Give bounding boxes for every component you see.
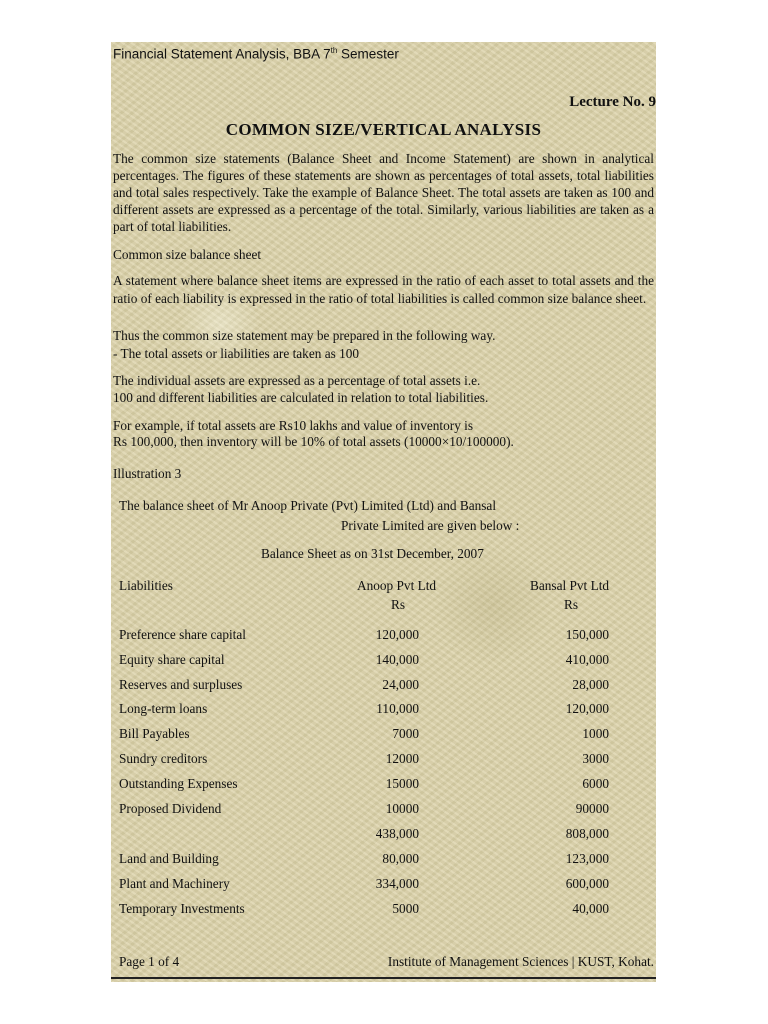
bansal-value: 40,000 [572, 900, 609, 916]
anoop-value: 24,000 [382, 676, 419, 692]
bansal-value: 90000 [575, 800, 609, 816]
table-row [119, 876, 649, 894]
col-header-anoop: Anoop Pvt Ltd [357, 578, 437, 593]
individual-line-2: 100 and different liabilities are calculated in relation to total liabilities. [113, 390, 489, 405]
footer-rule [111, 977, 656, 979]
anoop-value: 80,000 [382, 851, 419, 867]
lecture-number: Lecture No. 9 [569, 94, 656, 110]
row-label: Plant and Machinery [119, 876, 230, 891]
bansal-value: 123,000 [565, 851, 609, 867]
header-tail: Semester [337, 46, 399, 62]
row-label: Sundry creditors [119, 751, 208, 766]
unit-bansal: Rs [564, 597, 579, 612]
bansal-value: 410,000 [565, 651, 609, 667]
sheet-title: Balance Sheet as on 31st December, 2007 [261, 546, 484, 561]
bansal-value: 1000 [582, 726, 609, 742]
anoop-value: 5000 [392, 900, 419, 916]
page-title: COMMON SIZE/VERTICAL ANALYSIS [225, 120, 542, 139]
anoop-value: 438,000 [375, 826, 419, 842]
bansal-value: 28,000 [572, 676, 609, 692]
table-row [119, 751, 649, 769]
col-header-liabilities: Liabilities [119, 578, 173, 593]
table-row [119, 901, 649, 919]
header-superscript: th [330, 46, 338, 55]
row-label: Reserves and surpluses [119, 676, 243, 692]
anoop-value: 110,000 [376, 701, 419, 717]
anoop-value: 10000 [385, 800, 419, 816]
bansal-value: 150,000 [565, 627, 609, 642]
balance-intro-line-1: The balance sheet of Mr Anoop Private (Pvt) Limited (Ltd) and Bansal [119, 498, 497, 513]
table-row [119, 701, 649, 719]
row-label: Temporary Investments [119, 900, 245, 916]
row-label: Preference share capital [119, 627, 246, 642]
row-label: Proposed Dividend [119, 800, 222, 816]
bansal-value: 3000 [582, 751, 609, 766]
table-row [119, 627, 649, 645]
intro-paragraph: The common size statements (Balance Sheet and Income Statement) are shown in analytical percentages. The figures of these statements are shown as percentages of total assets, total liabilities and total sales respectively. Take the example of Balance Sheet. The total assets are taken as 100 and different assets are expressed as a percentage of the total. Similarly, various liabilities are taken as a part of total liabilities. [113, 151, 654, 234]
balance-intro-line-2: Private Limited are given below : [341, 518, 520, 533]
dash-line: - The total assets or liabilities are taken as 100 [113, 346, 360, 361]
row-label: Land and Building [119, 851, 219, 867]
document-page [111, 42, 656, 982]
table-row [119, 826, 649, 844]
bansal-value: 6000 [582, 775, 609, 791]
bansal-value: 120,000 [565, 701, 609, 717]
thus-line: Thus the common size statement may be prepared in the following way. [113, 328, 496, 343]
unit-anoop: Rs [391, 597, 406, 612]
definition-paragraph: A statement where balance sheet items are expressed in the ratio of each asset to total assets and the ratio of each liability is expressed in the ratio of total liabilities is called common size balance sheet. [113, 273, 654, 306]
anoop-value: 140,000 [375, 651, 419, 667]
col-header-bansal: Bansal Pvt Ltd [530, 578, 610, 593]
table-row [119, 801, 649, 819]
row-label: Equity share capital [119, 651, 225, 667]
anoop-value: 7000 [392, 726, 419, 742]
header-text: Financial Statement Analysis, BBA 7 [113, 46, 331, 62]
footer-page-number: Page 1 of 4 [119, 954, 180, 969]
table-row [119, 851, 649, 869]
table-row [119, 677, 649, 695]
bansal-value: 600,000 [565, 876, 609, 891]
anoop-value: 120,000 [375, 627, 419, 642]
row-label: Bill Payables [119, 726, 190, 742]
footer-institute: Institute of Management Sciences | KUST, Kohat. [387, 954, 654, 969]
illustration-label: Illustration 3 [113, 466, 182, 481]
row-label: Long-term loans [119, 701, 208, 717]
table-row [119, 726, 649, 744]
example-line-1: For example, if total assets are Rs10 lakhs and value of inventory is [113, 418, 474, 433]
example-line-2: Rs 100,000, then inventory will be 10% of total assets (10000×10/100000). [113, 434, 514, 449]
anoop-value: 12000 [385, 751, 419, 766]
subheading: Common size balance sheet [113, 247, 262, 262]
individual-line-1: The individual assets are expressed as a percentage of total assets i.e. [113, 373, 481, 388]
table-row [119, 776, 649, 794]
anoop-value: 15000 [385, 775, 419, 791]
bansal-value: 808,000 [565, 826, 609, 842]
table-row [119, 652, 649, 670]
anoop-value: 334,000 [375, 876, 419, 891]
row-label: Outstanding Expenses [119, 775, 238, 791]
page-header [113, 46, 399, 62]
